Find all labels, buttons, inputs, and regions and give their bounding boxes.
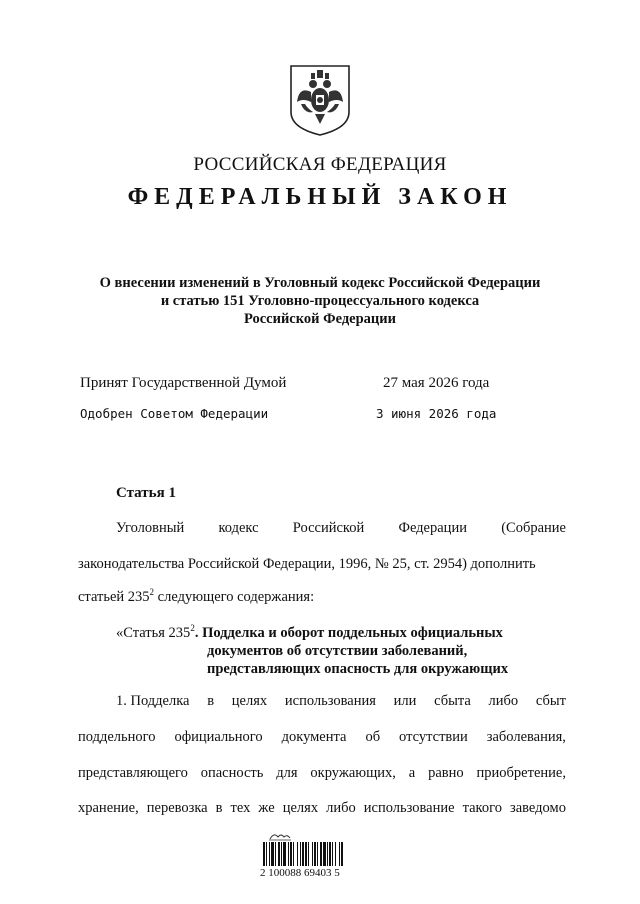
approved-date: 3 июня 2026 года (376, 406, 497, 421)
text-run: следующего содержания: (154, 589, 315, 605)
item1-line-3 (78, 765, 566, 782)
word: сбыта (434, 693, 471, 709)
para1-line-2: законодательства Российской Федерации, 1996, № 25, ст. 2954) дополнить (78, 556, 536, 572)
barcode-bar (266, 842, 267, 866)
word: в (207, 693, 215, 709)
word: в (215, 800, 223, 816)
word: равно (428, 765, 464, 781)
barcode-bar (339, 842, 340, 866)
barcode-bar (275, 842, 276, 866)
new-article-title-line-2: документов об отсутствии заболеваний, (207, 643, 468, 659)
barcode-bar (332, 842, 333, 866)
word: же (258, 800, 275, 816)
article-heading: Статья 1 (116, 485, 176, 501)
word: сбыт (535, 693, 566, 709)
word: хранение, (78, 800, 139, 816)
barcode-bar (308, 842, 309, 866)
barcode-bar (305, 842, 307, 866)
barcode-bar (290, 842, 292, 866)
word: такого (462, 800, 502, 816)
word: использования (284, 693, 376, 709)
item1-line-1 (116, 693, 566, 710)
word: или (393, 693, 417, 709)
word: приобретение, (476, 765, 566, 781)
barcode-bar (281, 842, 282, 866)
word: 1. Подделка (116, 693, 190, 709)
para1-line-1 (116, 520, 566, 537)
law-title-line-3: Российской Федерации (243, 311, 396, 327)
barcode-bar (327, 842, 328, 866)
word: а (408, 765, 416, 781)
superscript: 2 (190, 623, 195, 633)
adopted-date: 27 мая 2026 года (383, 375, 490, 391)
barcode-bar (317, 842, 318, 866)
barcode-bar (263, 842, 265, 866)
barcode-bar (314, 842, 316, 866)
new-article-title-line-3: представляющих опасность для окружающих (207, 661, 509, 677)
barcode-bar (297, 842, 298, 866)
word: официального (174, 729, 263, 745)
law-title-line-2: и статью 151 Уголовно-процессуального кодекса (160, 293, 480, 309)
word: отсутствии (399, 729, 468, 745)
text-run: . (194, 625, 199, 641)
new-article-heading (116, 625, 503, 642)
word: Уголовный (116, 520, 185, 536)
word: Российской (292, 520, 365, 536)
barcode-bar (288, 842, 289, 866)
word: перевозка (146, 800, 208, 816)
word: документа (281, 729, 347, 745)
item1-line-4 (78, 800, 566, 817)
word: Федерации (398, 520, 467, 536)
word: представляющего (78, 765, 188, 781)
law-title (60, 274, 580, 328)
text-run: статьей 235 (78, 589, 150, 605)
barcode-bar (341, 842, 343, 866)
word: либо (326, 800, 356, 816)
barcode-bar (278, 842, 280, 866)
word: поддельного (78, 729, 156, 745)
barcode-bar (323, 842, 326, 866)
word: для (276, 765, 298, 781)
country-heading: РОССИЙСКАЯ ФЕДЕРАЦИЯ (193, 154, 447, 175)
registry-mark-icon (268, 831, 292, 841)
barcode-bar (271, 842, 274, 866)
text-run: Подделка и оборот поддельных официальных (198, 625, 503, 641)
word: заболевания, (486, 729, 566, 745)
word: заведомо (510, 800, 566, 816)
text-run: «Статья 235 (116, 625, 191, 641)
word: об (365, 729, 381, 745)
para1-line-3 (78, 589, 566, 606)
barcode-bar (329, 842, 331, 866)
superscript: 2 (149, 587, 155, 597)
barcode-number: 2 100088 69403 5 (260, 867, 340, 879)
word: кодекс (218, 520, 259, 536)
barcode-bar (335, 842, 336, 866)
barcode-bar (300, 842, 301, 866)
law-type-heading: ФЕДЕРАЛЬНЫЙ ЗАКОН (127, 184, 513, 210)
word: (Собрание (501, 520, 566, 536)
word: использование (363, 800, 455, 816)
adopted-label: Принят Государственной Думой (80, 375, 287, 391)
barcode-bar (312, 842, 313, 866)
barcode-bar (269, 842, 270, 866)
word: тех (230, 800, 251, 816)
coat-of-arms-icon (287, 62, 353, 138)
law-title-line-1: О внесении изменений в Уголовный кодекс Российской Федерации (99, 275, 541, 291)
barcode-bar (283, 842, 286, 866)
barcode-bar (320, 842, 322, 866)
word: целях (282, 800, 319, 816)
item1-line-2 (78, 729, 566, 746)
approved-label: Одобрен Советом Федерации (80, 406, 269, 421)
word: окружающих, (310, 765, 396, 781)
word: опасность (200, 765, 264, 781)
word: либо (488, 693, 519, 709)
word: целях (231, 693, 268, 709)
barcode-bar (293, 842, 294, 866)
barcode-icon (262, 842, 374, 866)
barcode-bar (302, 842, 304, 866)
